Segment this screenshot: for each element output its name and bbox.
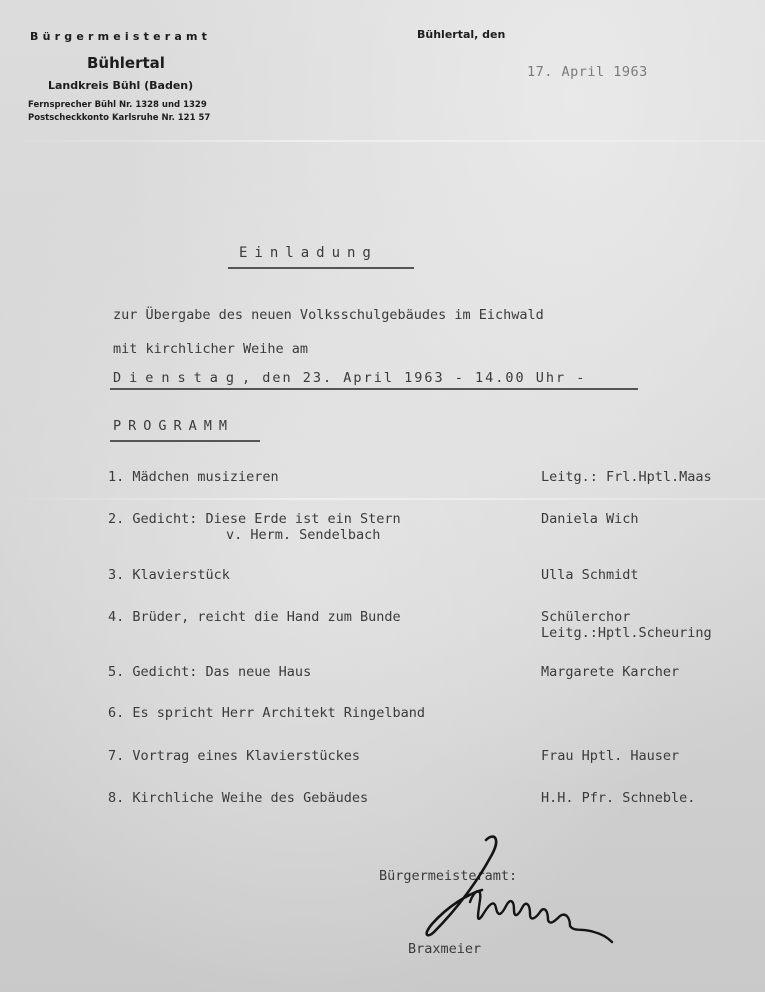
place-date-label: Bühlertal, den xyxy=(417,28,506,41)
paper-crease xyxy=(0,140,765,142)
closing-office: Bürgermeisteramt: xyxy=(379,868,518,884)
program-heading-underline xyxy=(110,440,260,442)
event-day: Dienstag xyxy=(113,370,243,386)
event-date-line xyxy=(113,370,586,386)
program-item-text: 7. Vortrag eines Klavierstückes xyxy=(108,748,360,764)
signatory-name: Braxmeier xyxy=(408,941,482,957)
letterhead-account: Postscheckkonto Karlsruhe Nr. 121 57 xyxy=(28,113,211,123)
program-item-performer: Daniela Wich xyxy=(541,511,639,527)
program-item-text: 8. Kirchliche Weihe des Gebäudes xyxy=(108,790,369,806)
program-item-performer: Margarete Karcher xyxy=(541,664,680,680)
program-heading: PROGRAMM xyxy=(113,418,235,434)
program-item-performer: Frau Hptl. Hauser xyxy=(541,748,680,764)
intro-line-1: zur Übergabe des neuen Volksschulgebäudes im Eichwald xyxy=(113,307,544,323)
program-item-performer: Schülerchor xyxy=(541,609,631,625)
program-item-text: 1. Mädchen musizieren xyxy=(108,469,279,485)
program-item-performer-line-2: Leitg.:Hptl.Scheuring xyxy=(541,625,712,641)
letterhead-town: Bühlertal xyxy=(87,54,165,72)
program-item-text: 6. Es spricht Herr Architekt Ringelband xyxy=(108,705,425,721)
letterhead-office: Bürgermeisteramt xyxy=(30,30,212,43)
letterhead-phone: Fernsprecher Bühl Nr. 1328 und 1329 xyxy=(28,100,207,110)
event-underline xyxy=(110,388,638,390)
title-underline xyxy=(228,267,414,269)
program-item-text: 3. Klavierstück xyxy=(108,567,230,583)
program-item-performer: H.H. Pfr. Schneble. xyxy=(541,790,696,806)
event-date-time: , den 23. April 1963 - 14.00 Uhr - xyxy=(242,370,587,386)
intro-line-2: mit kirchlicher Weihe am xyxy=(113,341,309,357)
paper-crease xyxy=(0,498,765,500)
letter-title: Einladung xyxy=(239,245,378,261)
program-item-text: 5. Gedicht: Das neue Haus xyxy=(108,664,312,680)
program-item-subtext: v. Herm. Sendelbach xyxy=(226,527,381,543)
handwritten-signature xyxy=(398,828,618,948)
letter-date: 17. April 1963 xyxy=(527,64,648,80)
program-item-performer: Leitg.: Frl.Hptl.Maas xyxy=(541,469,712,485)
program-item-text: 2. Gedicht: Diese Erde ist ein Stern xyxy=(108,511,401,527)
program-item-text: 4. Brüder, reicht die Hand zum Bunde xyxy=(108,609,401,625)
letterhead-district: Landkreis Bühl (Baden) xyxy=(48,79,194,92)
program-item-performer: Ulla Schmidt xyxy=(541,567,639,583)
